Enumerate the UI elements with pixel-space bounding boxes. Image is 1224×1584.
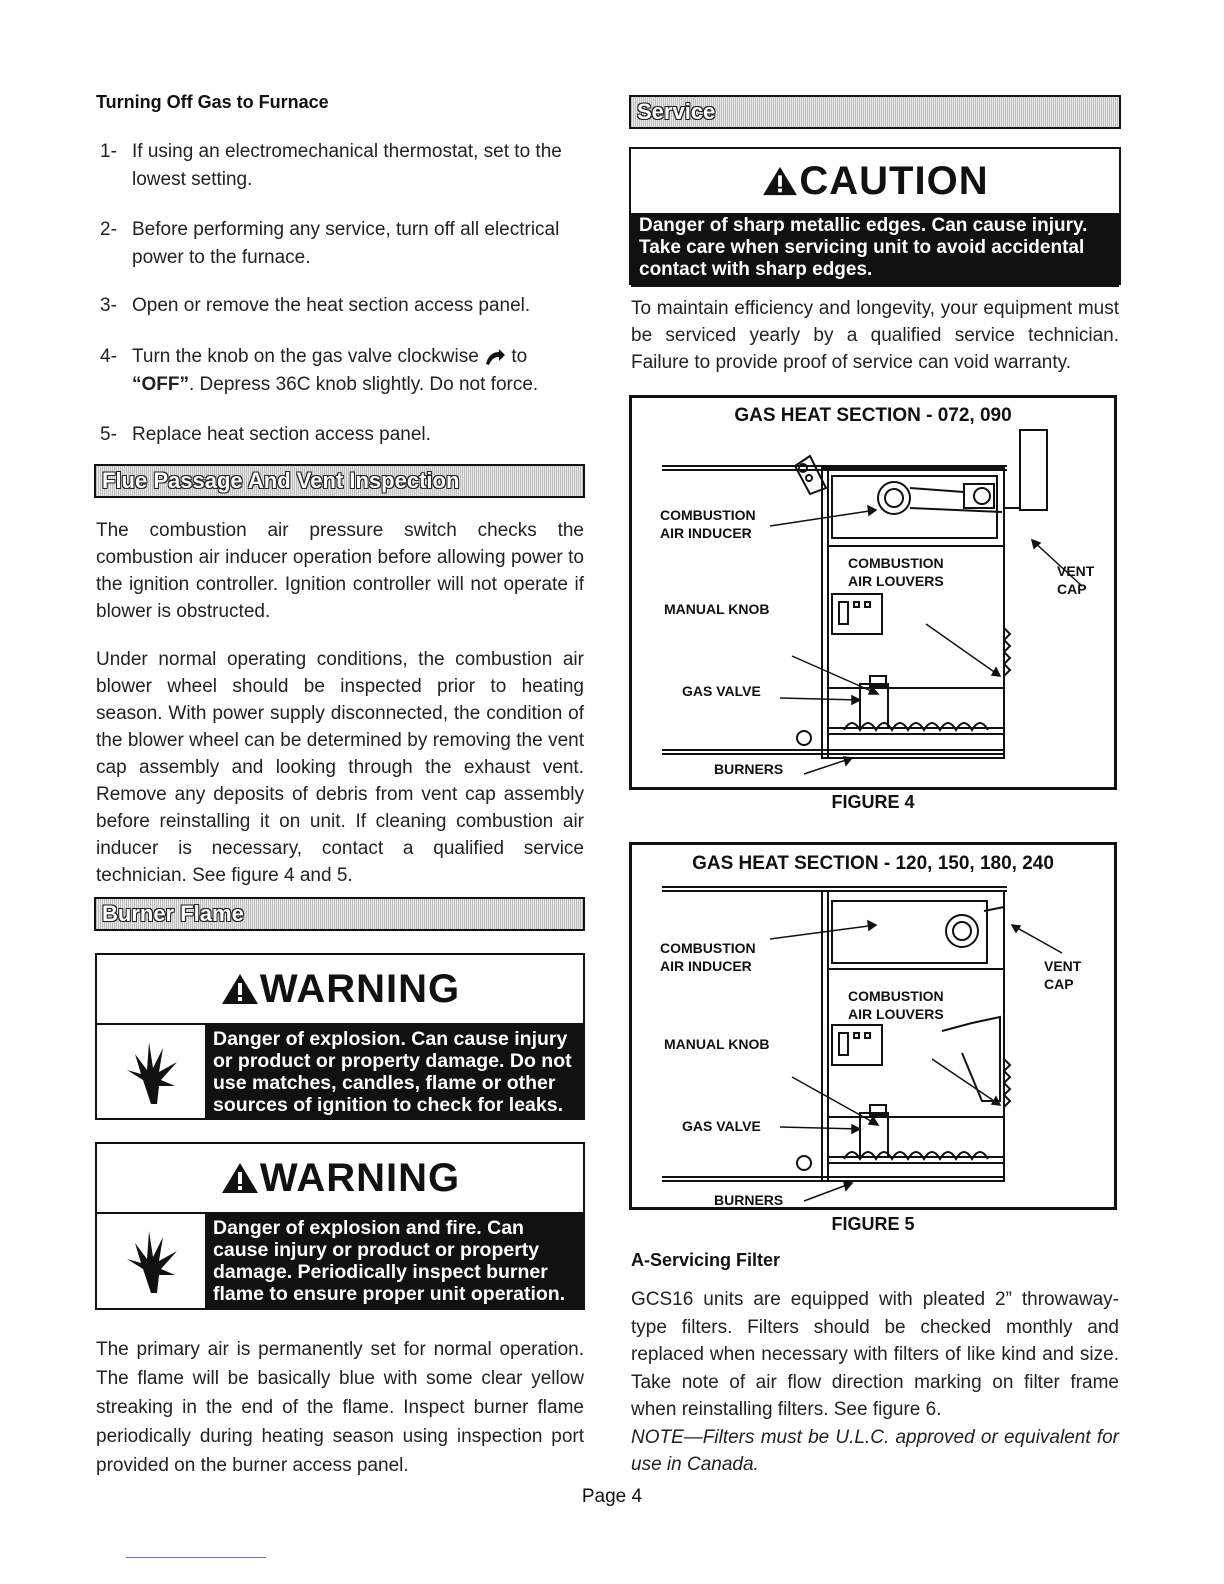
- label-manual-knob: MANUAL KNOB: [664, 1036, 770, 1052]
- caution-box: [629, 147, 1121, 285]
- section-band-flue-passage: Flue Passage And Vent Inspection: [94, 464, 585, 498]
- label-vent-cap: CAP: [1044, 976, 1074, 992]
- label-vent-cap: VENT: [1057, 563, 1095, 579]
- figure-5-caption: FIGURE 5: [831, 1214, 915, 1234]
- step-text: Open or remove the heat section access panel.: [132, 295, 531, 316]
- figure-title: GAS HEAT SECTION - 072, 090: [734, 405, 1012, 426]
- footer-divider: [126, 1557, 266, 1558]
- flue-paragraph-2: Under normal operating conditions, the combustion air blower wheel should be inspected prior to heating season. With power supply disconnected, the condition of the blower wheel can be determined by removing the vent cap assembly and looking through the exhaust vent. Remove any deposits of debris from vent cap assembly before reinstalling it on unit. If cleaning combustion air inducer is necessary, contact a qualified service technician. See figure 4 and 5.: [96, 649, 584, 886]
- label-combustion-air-louvers: COMBUSTION: [848, 988, 944, 1004]
- label-combustion-air-louvers: COMBUSTION: [848, 555, 944, 571]
- figure-4-gas-heat-section: [629, 395, 1117, 790]
- step-text: to: [511, 346, 528, 367]
- section-band-burner-flame: Burner Flame: [94, 897, 585, 931]
- step-number: 2-: [100, 219, 117, 240]
- figure-title: GAS HEAT SECTION - 120, 150, 180, 240: [692, 853, 1054, 874]
- list-item: [100, 421, 584, 449]
- warning-box-explosion: [95, 953, 585, 1120]
- label-combustion-air-louvers: AIR LOUVERS: [848, 573, 944, 589]
- label-gas-valve: GAS VALVE: [682, 683, 761, 699]
- explosion-icon: [121, 1040, 181, 1106]
- step-text: . Depress 36C knob slightly. Do not force.: [189, 374, 539, 395]
- caution-title: CAUTION: [799, 158, 989, 203]
- burner-paragraph: The primary air is permanently set for normal operation. The flame will be basically blue with some clear yellow streaking in the end of the flame. Inspect burner flame periodically during heating season using inspection port provided on the burner access panel.: [96, 1339, 584, 1476]
- list-item: [100, 216, 584, 272]
- list-item: [100, 292, 584, 320]
- warning-title: WARNING: [259, 1155, 461, 1200]
- warning-text: Danger of explosion. Can cause injury or product or property damage. Do not use matches, candles, flame or other sources of ignition to check for leaks.: [205, 1025, 583, 1120]
- label-vent-cap: VENT: [1044, 958, 1082, 974]
- step-text: Before performing any service, turn off all electrical power to the furnace.: [132, 219, 560, 268]
- explosion-icon: [121, 1229, 181, 1295]
- figure-4-diagram: [632, 428, 1114, 788]
- warning-text: Danger of explosion and fire. Can cause injury or product or property damage. Periodically inspect burner flame to ensure proper unit operation.: [205, 1214, 583, 1310]
- list-item: [100, 343, 584, 399]
- section-heading-turning-off-gas: Turning Off Gas to Furnace: [96, 92, 329, 112]
- caution-text: Danger of sharp metallic edges. Can cause injury. Take care when servicing unit to avoid accidental contact with sharp edges.: [631, 213, 1119, 287]
- warning-triangle-icon: [761, 165, 799, 197]
- label-combustion-air-inducer: COMBUSTION: [660, 940, 756, 956]
- figure-5-diagram: [632, 881, 1114, 1209]
- off-label: “OFF”: [132, 374, 189, 395]
- service-paragraph: To maintain efficiency and longevity, your equipment must be serviced yearly by a qualified service technician. Failure to provide proof of service can void warranty.: [631, 298, 1119, 373]
- step-text: Turn the knob on the gas valve clockwise: [132, 346, 479, 367]
- label-combustion-air-inducer: COMBUSTION: [660, 507, 756, 523]
- figure-5-gas-heat-section: [629, 842, 1117, 1210]
- filter-note: NOTE—Filters must be U.L.C. approved or equivalent for use in Canada.: [631, 1427, 1119, 1475]
- label-vent-cap: CAP: [1057, 581, 1087, 597]
- label-gas-valve: GAS VALVE: [682, 1118, 761, 1134]
- step-text: Replace heat section access panel.: [132, 424, 431, 445]
- warning-title: WARNING: [259, 966, 461, 1011]
- section-band-service: Service: [629, 95, 1121, 129]
- step-number: 5-: [100, 424, 117, 445]
- filter-paragraph: GCS16 units are equipped with pleated 2” throwaway-type filters. Filters should be checked monthly and replaced when necessary with filters of like kind and size. Take note of air flow direction marking on filter frame when reinstalling filters. See figure 6.: [631, 1289, 1119, 1420]
- label-combustion-air-inducer: AIR INDUCER: [660, 958, 752, 974]
- step-number: 1-: [100, 141, 117, 162]
- label-burners: BURNERS: [714, 761, 784, 777]
- figure-4-caption: FIGURE 4: [831, 792, 915, 812]
- list-item: [100, 138, 584, 194]
- section-heading-servicing-filter: A-Servicing Filter: [631, 1250, 781, 1270]
- label-combustion-air-inducer: AIR INDUCER: [660, 525, 752, 541]
- label-burners: BURNERS: [714, 1192, 784, 1208]
- warning-box-fire: [95, 1142, 585, 1310]
- step-number: 3-: [100, 295, 117, 316]
- warning-triangle-icon: [220, 972, 260, 1006]
- flue-paragraph-1: The combustion air pressure switch checks the combustion air inducer operation before allowing power to the ignition controller. Ignition controller will not operate if blower is obstructed.: [96, 520, 584, 622]
- step-text: If using an electromechanical thermostat, set to the lowest setting.: [132, 141, 562, 190]
- warning-triangle-icon: [220, 1161, 260, 1195]
- label-manual-knob: MANUAL KNOB: [664, 601, 770, 617]
- label-combustion-air-louvers: AIR LOUVERS: [848, 1006, 944, 1022]
- page-number: Page 4: [581, 1486, 643, 1507]
- step-number: 4-: [100, 346, 117, 367]
- clockwise-arrow-icon: [484, 348, 506, 366]
